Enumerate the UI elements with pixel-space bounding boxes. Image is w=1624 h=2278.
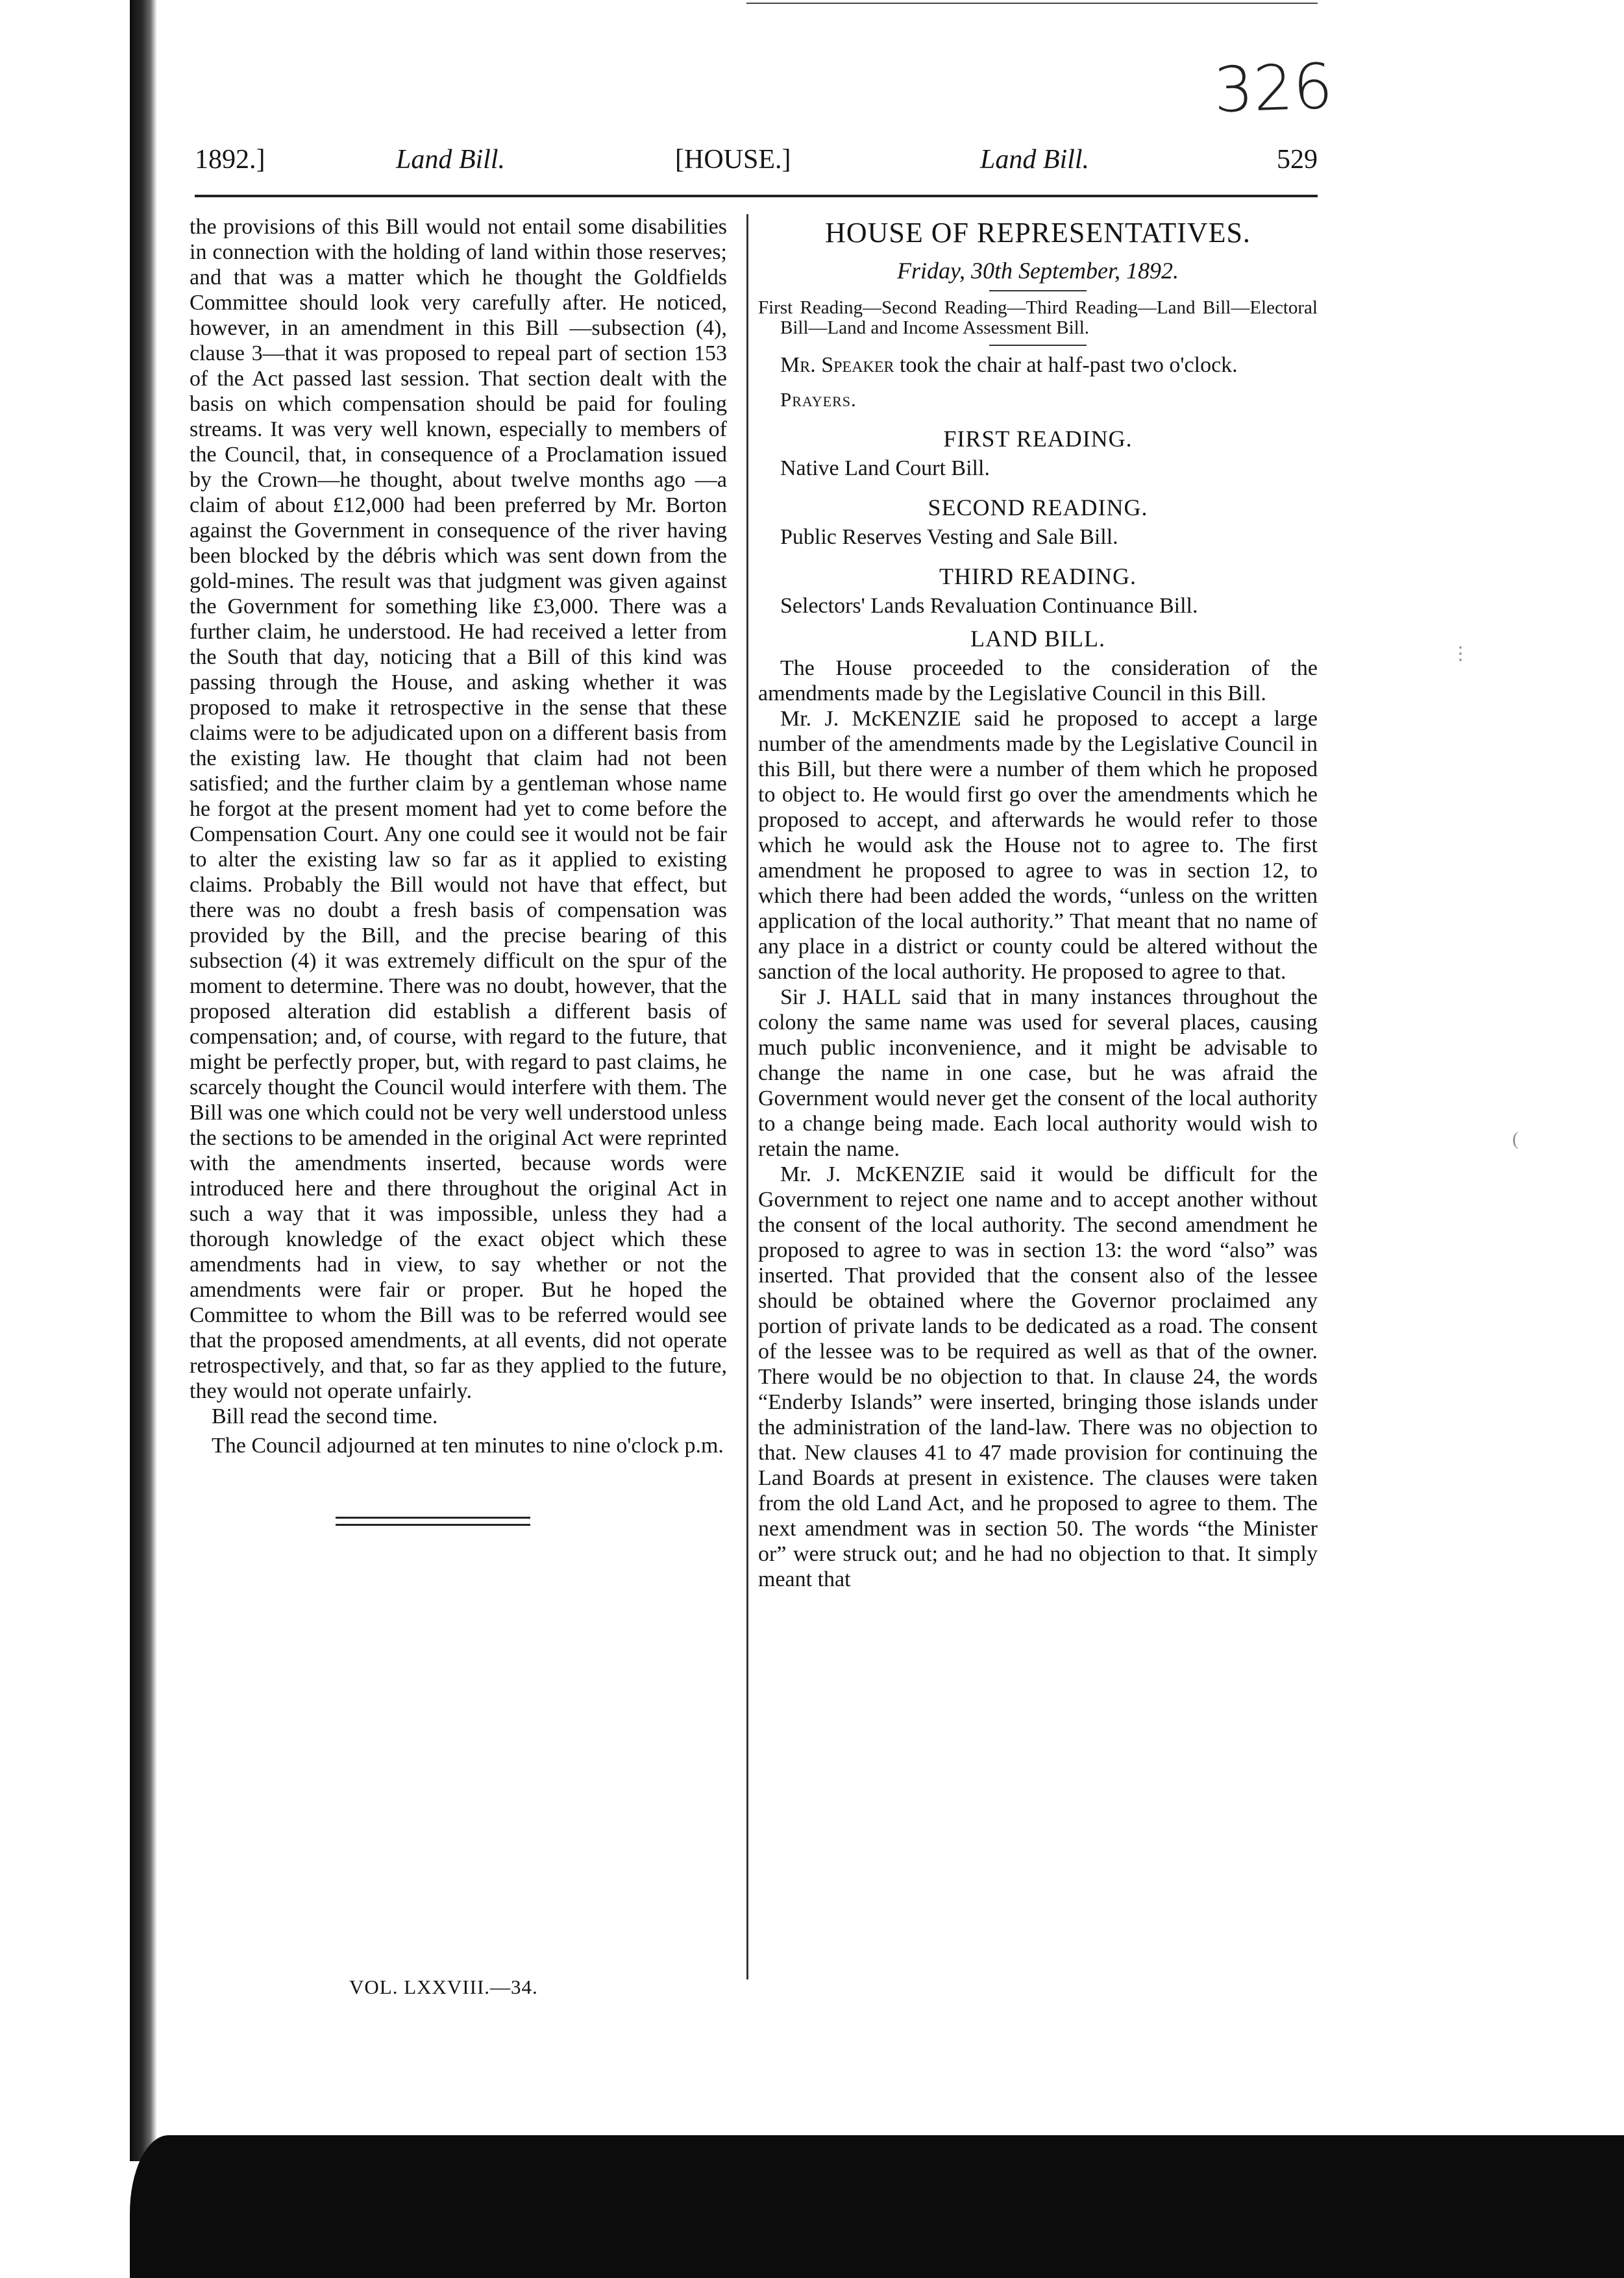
page-number: 529 [1277,145,1318,175]
top-rule [746,3,1318,4]
margin-mark: ⋮ [1451,644,1470,664]
paragraph: Mr. J. McKENZIE said it would be difficult for the Government to reject one name and to accept another without the consent of the local authority. The second amendment he proposed to agree to was in section 13: the word “also” was inserted. That provided that the consent also of the lessee should be obtained where the Governor proclaimed any portion of private lands to be dedicated as a road. The consent of the lessee was to be required as well as that of the owner. There would be no objection to that. In clause 24, the words “Enderby Islands” were inserted, bringing those islands under the administration of the land-law. There was no objection to that. New clauses 41 to 47 made provision for continuing the Land Boards at present in existence. The clauses were taken from the old Land Act, and he proposed to agree to them. The next amendment was in section 50. The words “the Minister or” were struck out; and he had no objection to that. It simply meant that [758,1162,1318,1591]
paragraph: Mr. J. McKENZIE said he proposed to accept a large number of the amendments made by the Legislative Council in this Bill, but there were a number of them which he proposed to object to. He would first go over the amendments which he proposed to accept, and afterwards he would refer to those which he would ask the House not to agree to. The first amendment he proposed to agree to was in section 12, to which there had been added the words, “unless on the written application of the local authority.” That meant that no name of any place in a district or county could be altered without the sanction of the local authority. He proposed to agree to that. [758,707,1318,984]
paragraph: The House proceeded to the consideration of the amendments made by the Legislative Council in this Bill. [758,656,1318,705]
paragraph: The Council adjourned at ten minutes to nine o'clock p.m. [212,1434,724,1458]
running-head [195,144,1318,183]
column-divider [746,214,748,1979]
end-rule [336,1517,530,1526]
margin-mark: ( [1512,1129,1519,1149]
right-column [758,214,1318,1592]
second-reading-heading: SECOND READING. [928,495,1148,521]
folio-number: 326 [1212,49,1335,127]
third-reading-item: Selectors' Lands Revaluation Continuance Bill. [780,594,1198,618]
speaker-text: took the chair at half-past two o'clock. [894,353,1238,377]
first-reading-heading: FIRST READING. [943,426,1133,452]
sitting-date: Friday, 30th September, 1892. [897,258,1179,284]
paragraph: Sir J. HALL said that in many instances throughout the colony the same name was used for several places, causing much public inconvenience, and it might be advisable to change the name in one case, but he was afraid the Government would never get the consent of the local authority to a change being made. Each local authority would wish to retain the name. [758,985,1318,1161]
left-column [190,214,727,1531]
first-reading-item: Native Land Court Bill. [780,456,990,480]
land-bill-heading: LAND BILL. [970,626,1105,652]
scan-bottom-shadow [130,2135,1624,2278]
house-title: HOUSE OF REPRESENTATIVES. [825,217,1251,249]
speaker-name: Mr. Speaker [780,353,894,377]
divider [989,345,1087,346]
divider [989,290,1087,291]
contents-summary: First Reading—Second Reading—Third Reading—Land Bill—Electoral Bill—Land and Income Assessment Bill. [758,297,1318,338]
header-rule [195,195,1318,197]
paragraph: Bill read the second time. [212,1404,438,1428]
prayers: Prayers. [780,388,857,411]
running-head-year: 1892.] [195,145,265,175]
third-reading-heading: THIRD READING. [939,563,1137,589]
running-head-left-title: Land Bill. [396,145,506,175]
volume-footer: VOL. LXXVIII.—34. [349,1976,538,1998]
paragraph: the provisions of this Bill would not entail some disabilities in connection with the holding of land within those reserves; and that was a matter which he thought the Goldfields Committee should look very carefully after. He noticed, however, in an amendment in this Bill —subsection (4), clause 3—that it was proposed to repeal part of section 153 of the Act passed last session. That section dealt with the basis on which compensation should be paid for fouling streams. It was very well known, especially to members of the Council, that, in consequence of a Proclamation issued by the Crown—he thought, about twelve months ago —a claim of about £12,000 had been preferred by Mr. Borton against the Government in consequence of the river having been blocked by the débris which was sent down from the gold-mines. The result was that judgment was given against the Government for something like £3,000. There was a further claim, he understood. He had received a letter from the South that day, noticing that a Bill of this kind was passing through the House, and asking whether it was proposed to make it retrospective in the sense that these claims were to be adjudicated upon on a different basis from the existing law. He thought that claim had not been satisfied; and the further claim by a gentleman whose name he forgot at the present moment had yet to come before the Compensation Court. Any one could see it would not be fair to alter the existing law so far as it applied to existing claims. Probably the Bill would not have that effect, but there was no doubt a fresh basis of compensation was provided by the Bill, and the precise bearing of this subsection (4) it was extremely difficult on the spur of the moment to determine. There was no doubt, however, that the proposed alteration did establish a different basis of compensation; and, of course, with regard to the future, that might be perfectly proper, but, with regard to past claims, he scarcely thought the Council would interfere with them. The Bill was one which could not be very well understood unless the sections to be amended in the original Act were reprinted with the amendments inserted, because words were introduced here and there throughout the original Act in such a way that it was impossible, unless they had a thorough knowledge of the exact object which these amendments had in view, to say whether or not the amendments were fair or proper. But he hoped the Committee to whom the Bill was to be referred would see that the proposed amendments, at all events, did not operate retrospectively, and that, so far as they applied to the future, they would not operate unfairly. [190,215,727,1403]
second-reading-item: Public Reserves Vesting and Sale Bill. [780,525,1118,549]
scan-binding-shadow [130,0,157,2161]
running-head-right-title: Land Bill. [980,145,1090,175]
running-head-house: [HOUSE.] [675,145,791,175]
speaker-paragraph [758,352,1318,378]
